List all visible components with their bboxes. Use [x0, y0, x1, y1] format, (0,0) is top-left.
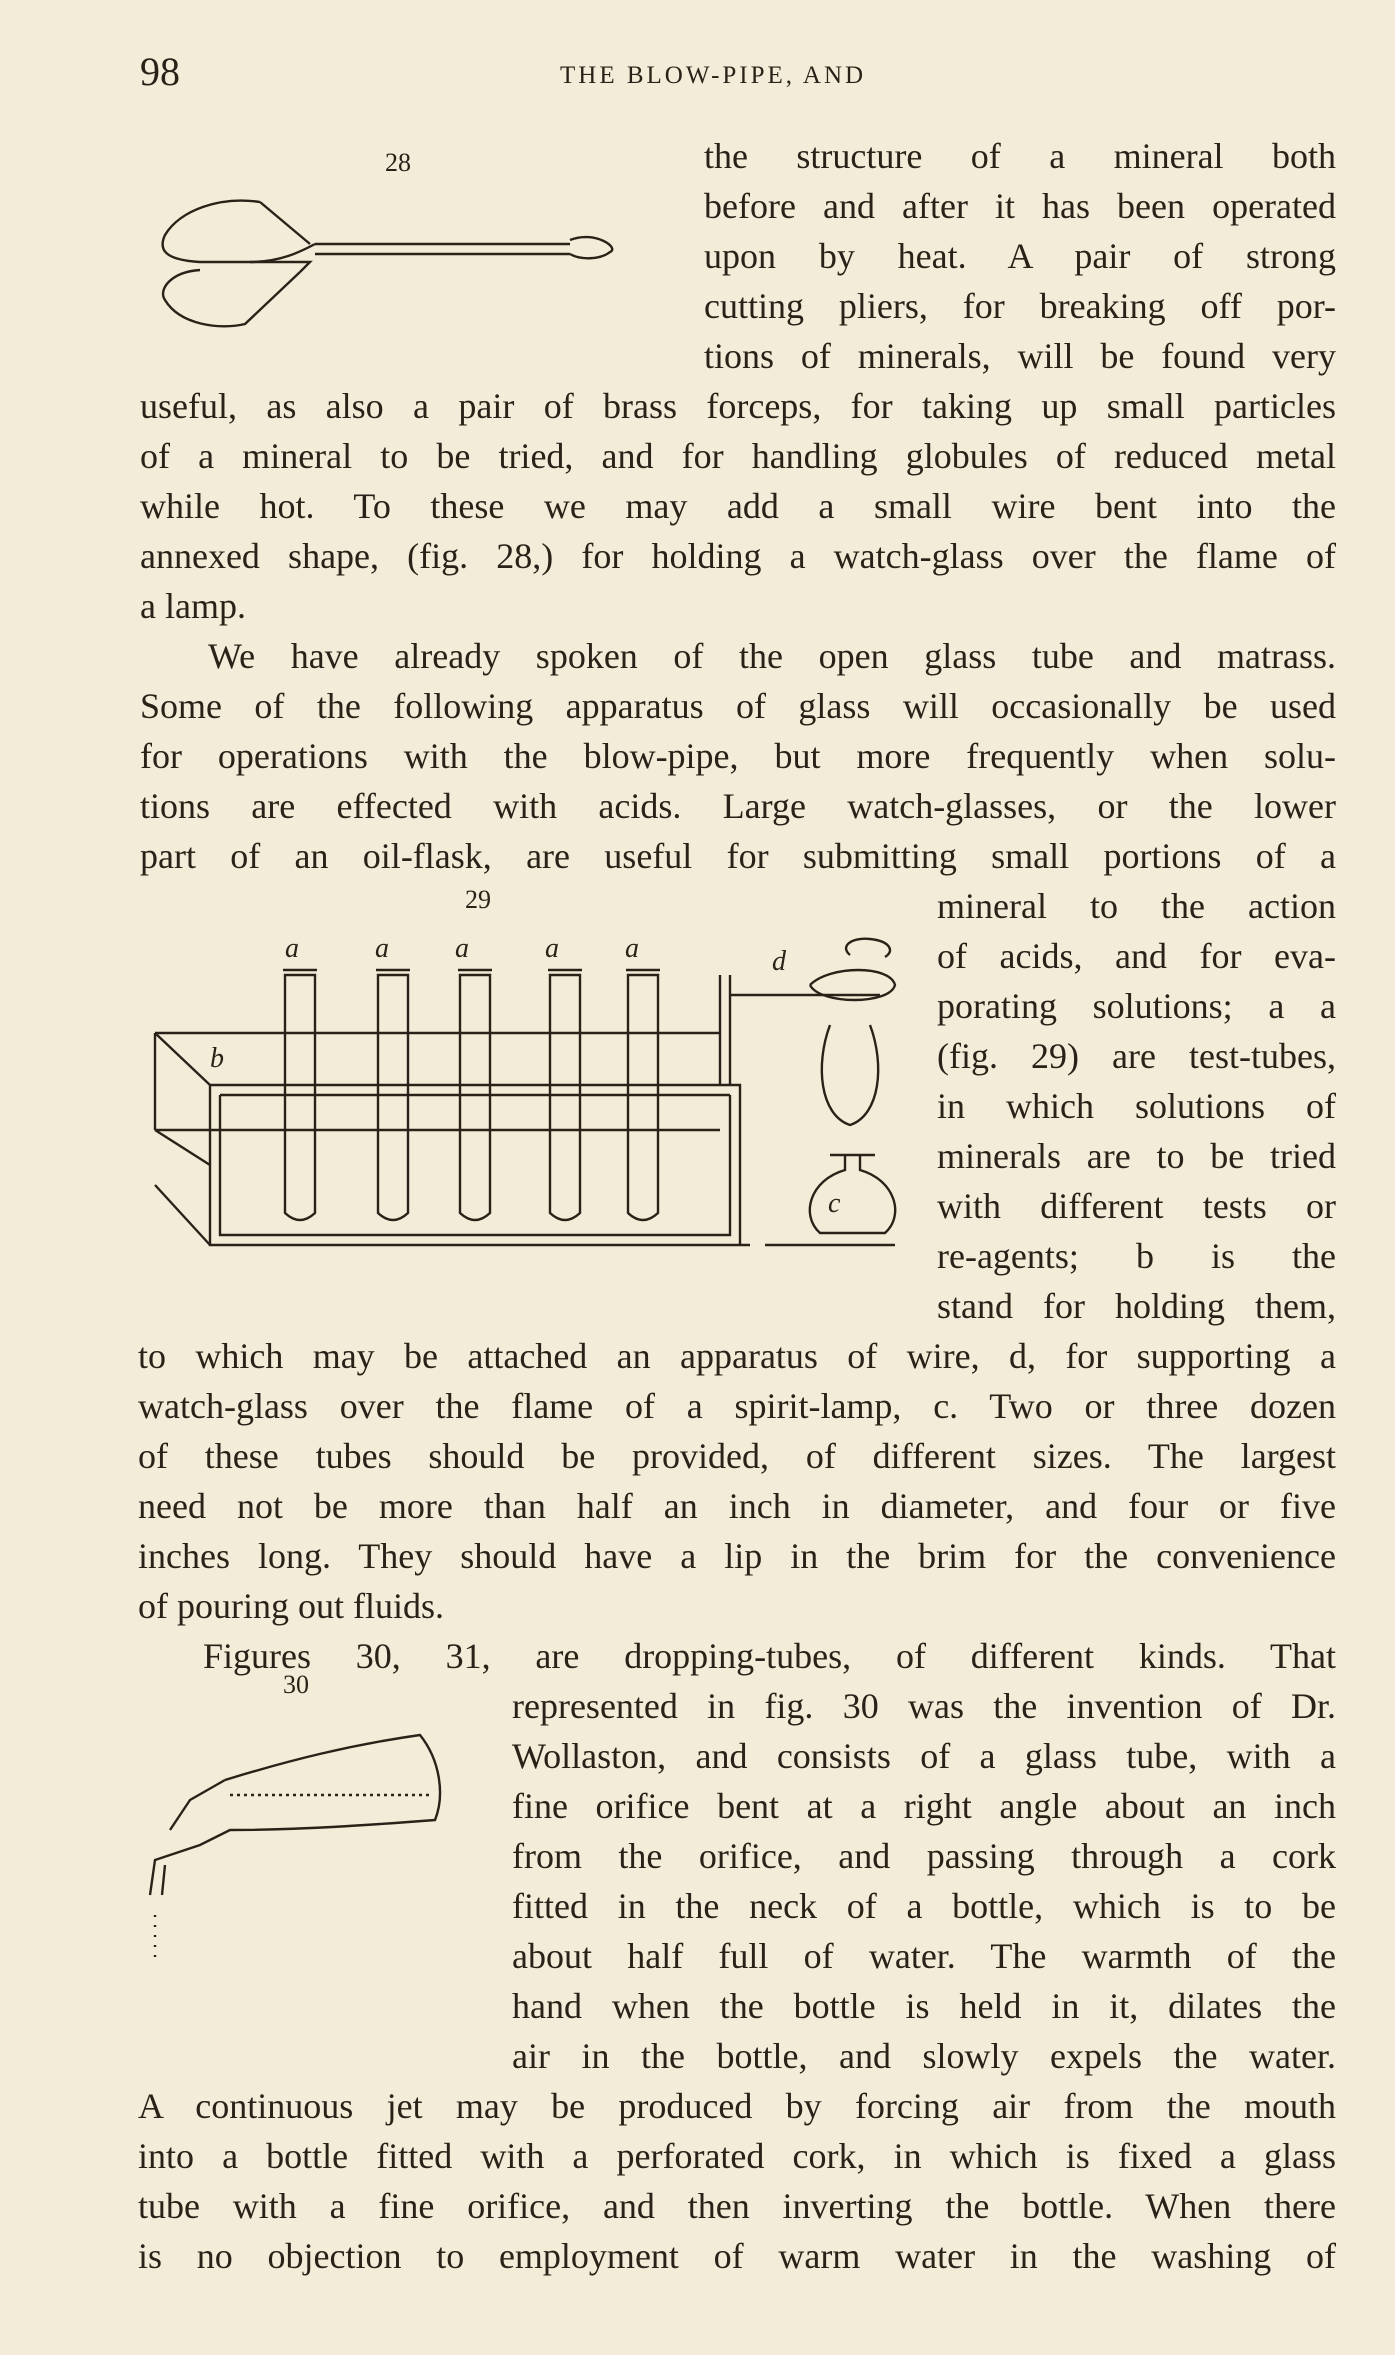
text-line: mineral to the action	[937, 886, 1336, 926]
bottle-outline	[150, 1735, 440, 1895]
figure-29-number: 29	[465, 885, 491, 914]
text-line: air in the bottle, and slowly expels the water.	[512, 2036, 1336, 2076]
text-line: stand for holding them,	[937, 1286, 1336, 1326]
text-line: to which may be attached an apparatus of wire, d, for supporting a	[138, 1336, 1336, 1376]
text-line: minerals are to be tried	[937, 1136, 1336, 1176]
stand-side	[155, 1033, 750, 1245]
text-line: fine orifice bent at a right angle about an inch	[512, 1786, 1336, 1826]
text-line: hand when the bottle is held in it, dilates the	[512, 1986, 1336, 2026]
label-a-3: a	[455, 933, 469, 964]
text-line: before and after it has been operated	[704, 186, 1336, 226]
text-line: of acids, and for eva-	[937, 936, 1336, 976]
wire-upper-loop	[163, 201, 315, 262]
glass-tube	[162, 1865, 165, 1895]
text-line: inches long. They should have a lip in the brim for the convenience	[138, 1536, 1336, 1576]
wire-support-d	[720, 975, 880, 1085]
figure-28-wire-holder	[150, 190, 660, 340]
text-line: We have already spoken of the open glass tube and matrass.	[208, 636, 1336, 676]
text-line: upon by heat. A pair of strong	[704, 236, 1336, 276]
figure-30-number: 30	[283, 1670, 309, 1699]
page-number: 98	[140, 49, 180, 94]
label-a-5: a	[625, 933, 639, 964]
text-line: of these tubes should be provided, of different sizes. The largest	[138, 1436, 1336, 1476]
text-line: for operations with the blow-pipe, but more frequently when solu-	[140, 736, 1336, 776]
text-line: into a bottle fitted with a perforated cork, in which is fixed a glass	[138, 2136, 1336, 2176]
label-b: b	[210, 1043, 224, 1074]
spirit-lamp-c	[810, 1155, 895, 1233]
text-line: part of an oil-flask, are useful for submitting small portions of a	[140, 836, 1336, 876]
label-d: d	[772, 946, 786, 977]
wire-shaft	[315, 244, 570, 254]
text-line: need not be more than half an inch in diameter, and four or five	[138, 1486, 1336, 1526]
figure-28-number: 28	[385, 148, 411, 177]
text-line: while hot. To these we may add a small wire bent into the	[140, 486, 1336, 526]
text-line: with different tests or	[937, 1186, 1336, 1226]
text-line: in which solutions of	[937, 1086, 1336, 1126]
bottle-neck	[170, 1780, 225, 1830]
text-line: (fig. 29) are test-tubes,	[937, 1036, 1336, 1076]
label-a-4: a	[545, 933, 559, 964]
running-title: THE BLOW-PIPE, AND	[560, 62, 867, 89]
text-line: useful, as also a pair of brass forceps, for taking up small particles	[140, 386, 1336, 426]
text-line: Figures 30, 31, are dropping-tubes, of different kinds. That	[203, 1636, 1336, 1676]
text-line: tions are effected with acids. Large watch-glasses, or the lower	[140, 786, 1336, 826]
label-c: c	[828, 1188, 841, 1219]
text-line: fitted in the neck of a bottle, which is to be	[512, 1886, 1336, 1926]
lamp-flame	[822, 1025, 878, 1125]
text-line: cutting pliers, for breaking off por-	[704, 286, 1336, 326]
figure-29-test-tube-stand	[150, 915, 910, 1260]
text-line: re-agents; b is the	[937, 1236, 1336, 1276]
wire-lower-loop	[163, 270, 300, 326]
text-line: of pouring out fluids.	[138, 1586, 444, 1626]
text-line: annexed shape, (fig. 28,) for holding a watch-glass over the flame of	[140, 536, 1336, 576]
text-line: represented in fig. 30 was the invention of Dr.	[512, 1686, 1336, 1726]
text-line: porating solutions; a a	[937, 986, 1336, 1026]
text-line: watch-glass over the flame of a spirit-lamp, c. Two or three dozen	[138, 1386, 1336, 1426]
label-a-1: a	[285, 933, 299, 964]
text-line: from the orifice, and passing through a cork	[512, 1836, 1336, 1876]
label-a-2: a	[375, 933, 389, 964]
text-line: of a mineral to be tried, and for handling globules of reduced metal	[140, 436, 1336, 476]
text-line: is no objection to employment of warm water in the washing of	[138, 2236, 1336, 2276]
figure-30-dropping-tube	[150, 1705, 460, 1965]
text-line: Some of the following apparatus of glass will occasionally be used	[140, 686, 1336, 726]
text-line: tions of minerals, will be found very	[704, 336, 1336, 376]
text-line: the structure of a mineral both	[704, 136, 1336, 176]
text-line: a lamp.	[140, 586, 246, 626]
text-line: tube with a fine orifice, and then inverting the bottle. When there	[138, 2186, 1336, 2226]
text-line: A continuous jet may be produced by forcing air from the mouth	[138, 2086, 1336, 2126]
text-line: about half full of water. The warmth of the	[512, 1936, 1336, 1976]
wire-hook	[570, 237, 612, 258]
stand-top-board	[155, 1033, 720, 1130]
text-line: Wollaston, and consists of a glass tube, with a	[512, 1736, 1336, 1776]
